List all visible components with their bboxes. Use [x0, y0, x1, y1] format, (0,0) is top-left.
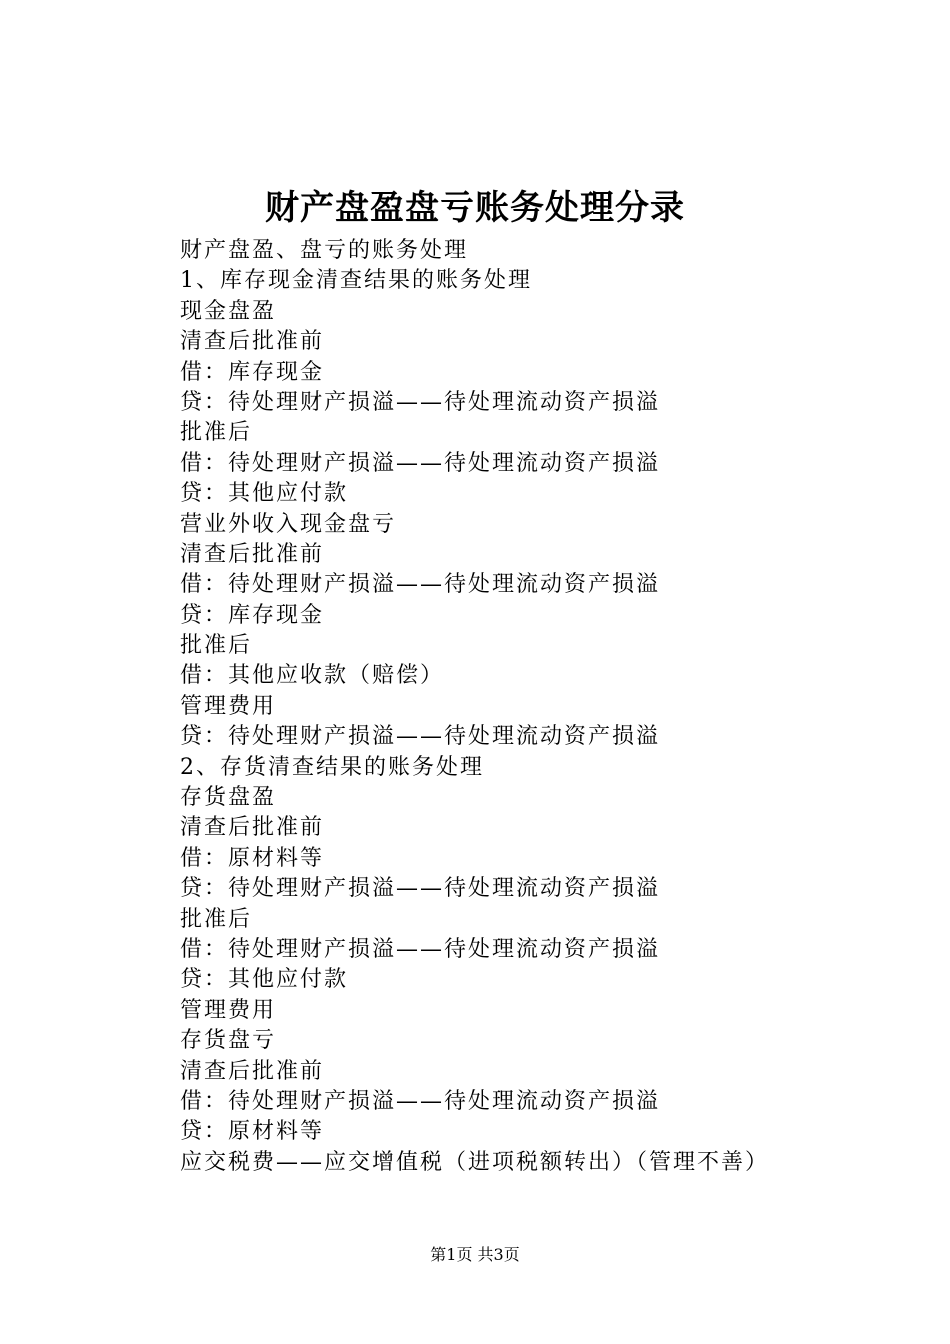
document-title: 财产盘盈盘亏账务处理分录 — [265, 188, 685, 228]
document-line: 2、存货清查结果的账务处理 — [180, 754, 484, 780]
document-line: 应交税费——应交增值税（进项税额转出）（管理不善） — [180, 1149, 770, 1175]
document-line: 借：待处理财产损溢——待处理流动资产损溢 — [180, 1088, 661, 1114]
document-line: 现金盘盈 — [180, 298, 277, 324]
document-line: 贷：原材料等 — [180, 1119, 325, 1145]
document-line: 清查后批准前 — [180, 815, 325, 841]
document-line: 借：待处理财产损溢——待处理流动资产损溢 — [180, 450, 661, 476]
document-line: 财产盘盈、盘亏的账务处理 — [180, 238, 469, 263]
document-line: 贷：待处理财产损溢——待处理流动资产损溢 — [180, 724, 661, 750]
document-body — [180, 236, 880, 1178]
document-line: 存货盘亏 — [180, 1028, 277, 1054]
document-line: 营业外收入现金盘亏 — [180, 511, 397, 537]
document-line: 借：原材料等 — [180, 845, 325, 871]
document-line: 清查后批准前 — [180, 1058, 325, 1084]
page-number-footer: 第1页 共3页 — [430, 1245, 520, 1264]
document-line: 贷：待处理财产损溢——待处理流动资产损溢 — [180, 876, 661, 902]
document-line: 清查后批准前 — [180, 329, 325, 355]
document-line: 管理费用 — [180, 997, 277, 1023]
document-line: 清查后批准前 — [180, 541, 325, 567]
document-line: 贷：其他应付款 — [180, 967, 349, 993]
document-line: 借：库存现金 — [180, 359, 325, 385]
document-line: 1、库存现金清查结果的账务处理 — [180, 268, 532, 294]
document-line: 借：其他应收款（赔偿） — [180, 663, 445, 689]
document-line: 贷：其他应付款 — [180, 481, 349, 507]
document-line: 借：待处理财产损溢——待处理流动资产损溢 — [180, 936, 661, 962]
document-line: 贷：待处理财产损溢——待处理流动资产损溢 — [180, 389, 661, 415]
document-line: 借：待处理财产损溢——待处理流动资产损溢 — [180, 572, 661, 598]
document-line: 管理费用 — [180, 693, 277, 719]
document-line: 批准后 — [180, 420, 253, 446]
document-line: 批准后 — [180, 906, 253, 932]
document-line: 贷：库存现金 — [180, 602, 325, 628]
document-line: 存货盘盈 — [180, 785, 277, 811]
document-line: 批准后 — [180, 633, 253, 659]
